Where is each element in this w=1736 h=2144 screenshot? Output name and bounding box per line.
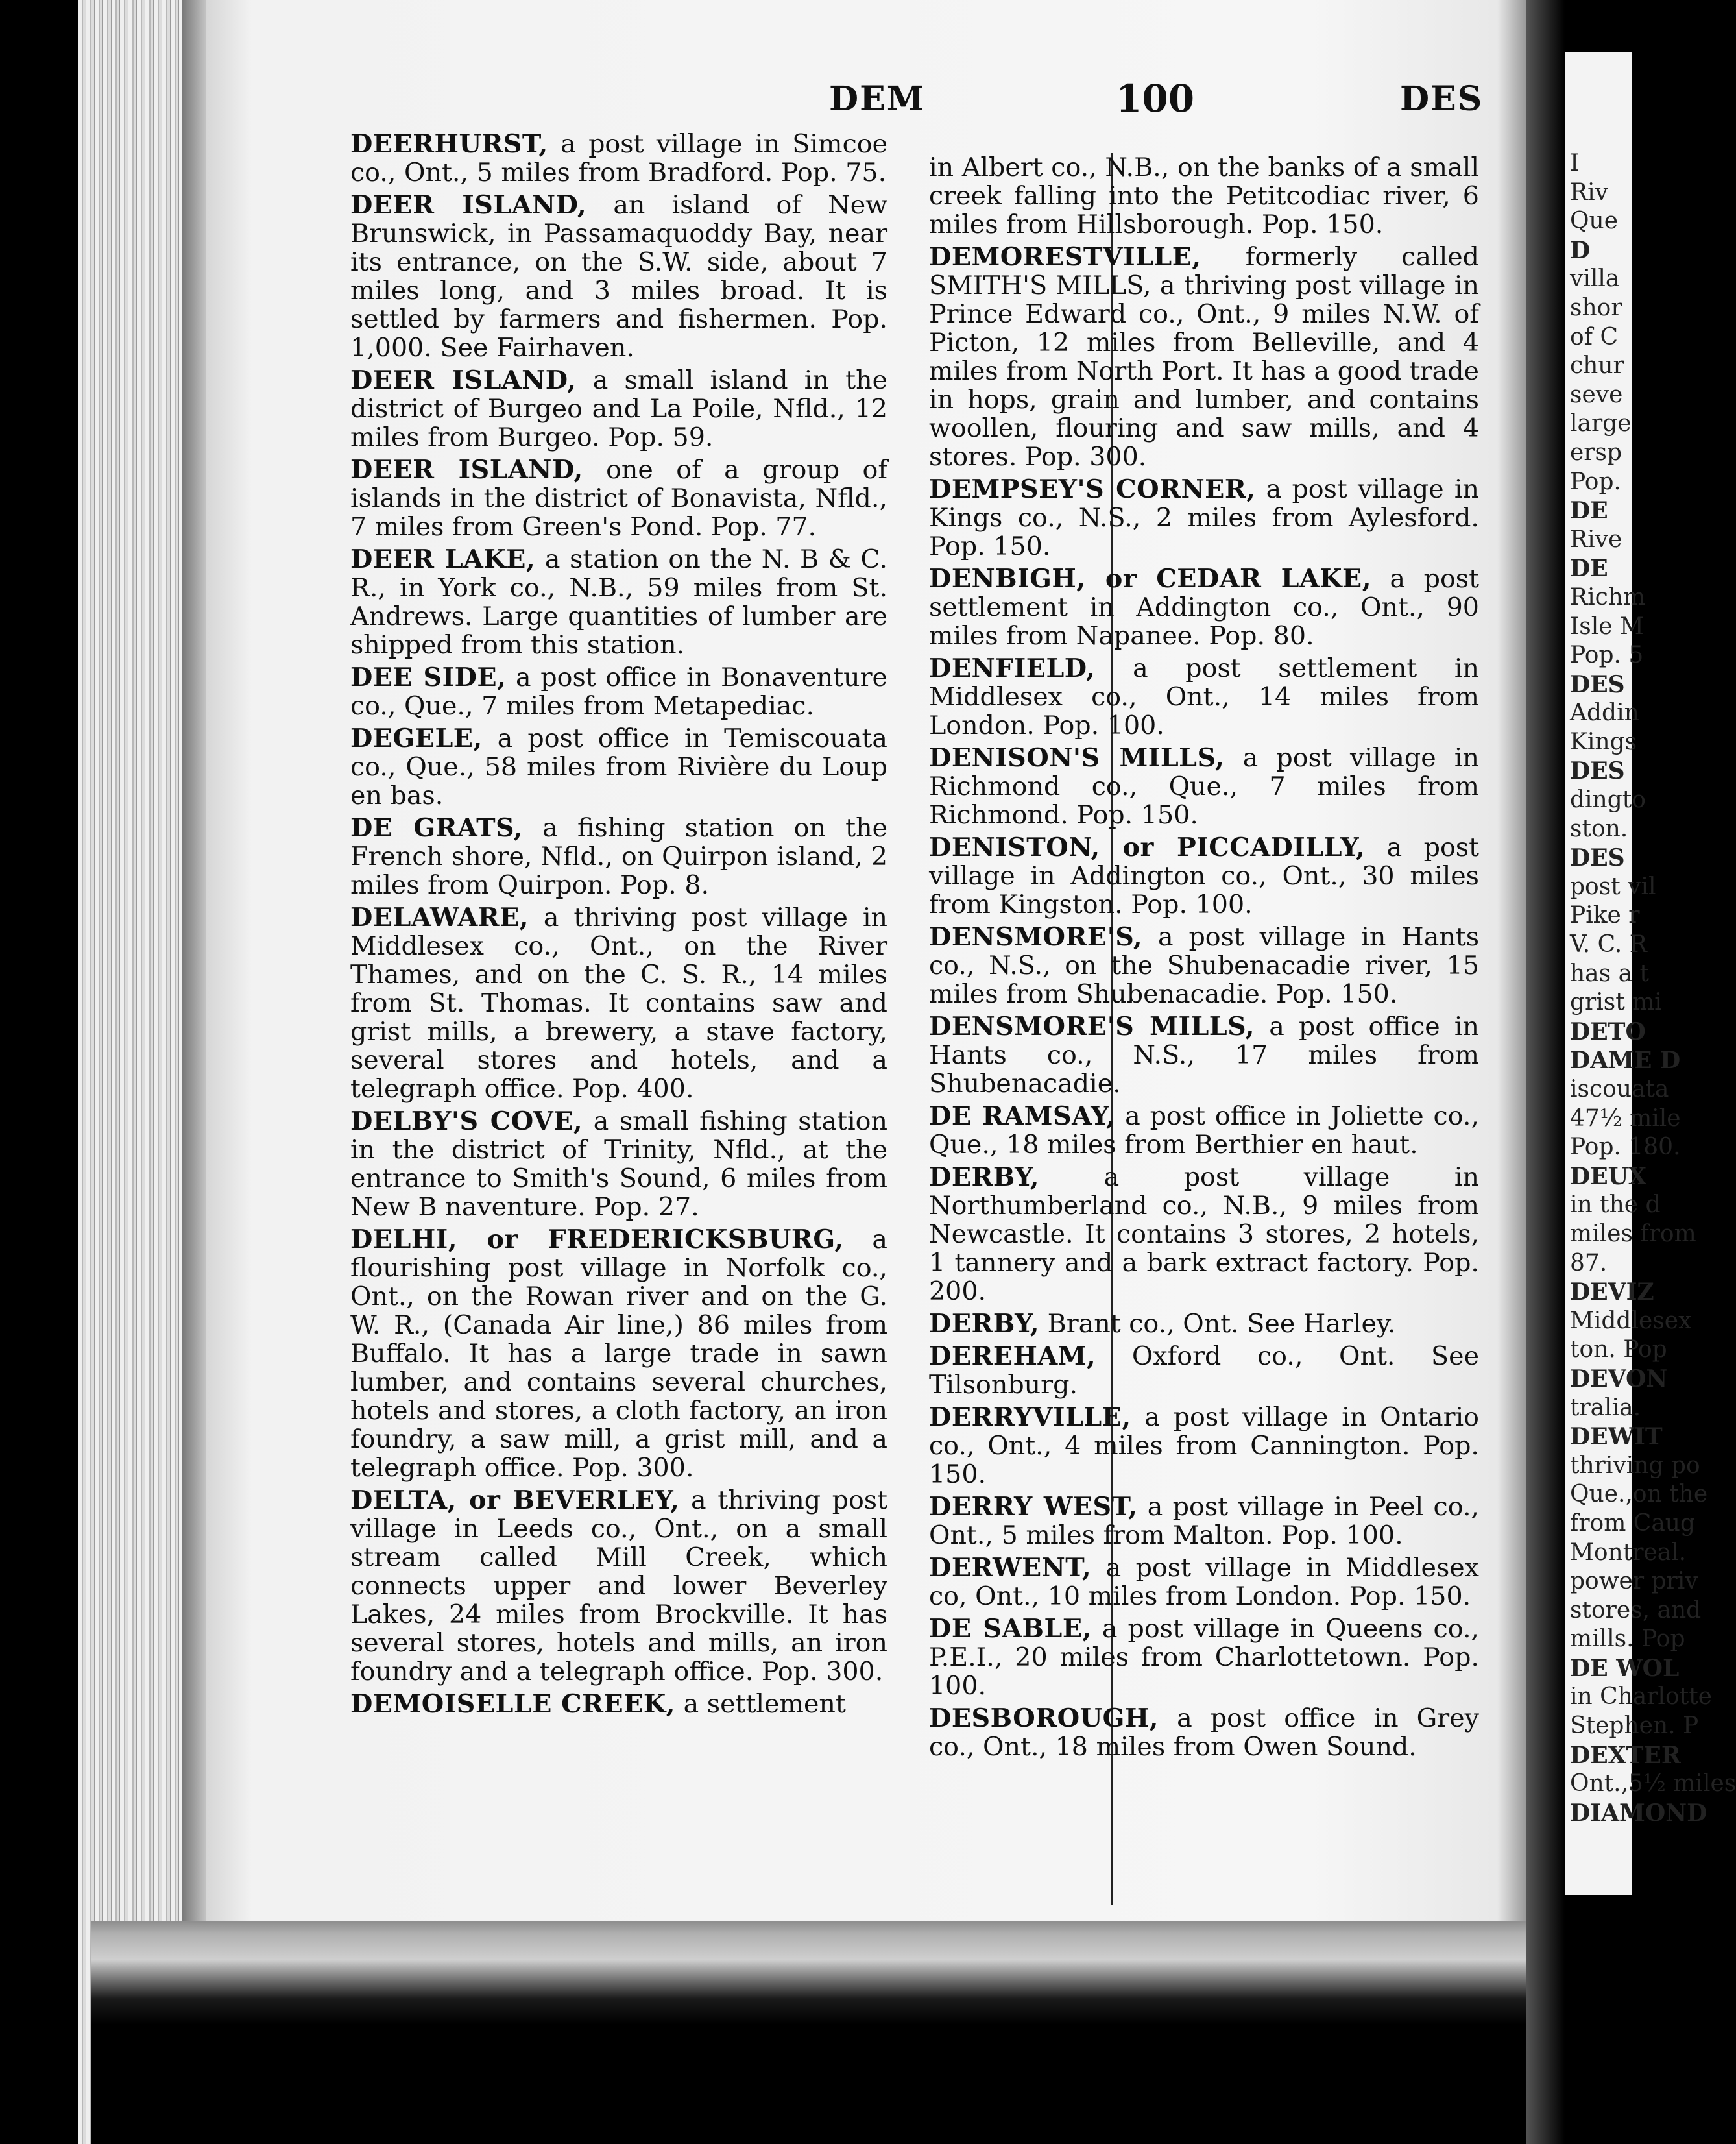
gazetteer-column-right	[929, 153, 1479, 1765]
running-head-right: DES	[1400, 79, 1484, 119]
entry-headword: DEREHAM,	[929, 1341, 1096, 1371]
adjacent-page-line: of C	[1570, 323, 1618, 350]
adjacent-page-line: power priv	[1570, 1568, 1698, 1595]
entry-headword: DENFIELD,	[929, 653, 1096, 683]
gazetteer-entry	[929, 833, 1479, 919]
entry-text: an island of New Brunswick, in Passamaquoddy Bay, near its entrance, on the S.W. side, about 7 miles long, and 3 miles broad. It is settled by farmers and fishermen. Pop. 1,000. See Fairhaven.	[350, 190, 887, 363]
gazetteer-entry	[350, 191, 887, 362]
adjacent-page-line: shor	[1570, 294, 1622, 321]
entry-headword: DERRYVILLE,	[929, 1402, 1131, 1432]
entry-text: a thriving post village in Leeds co., Ont., on a small stream called Mill Creek, which connects upper and lower Beverley Lakes, 24 miles from Brockville. It has several stores, hotels and mills, an iron foundry and a telegraph office. Pop. 300.	[350, 1485, 887, 1687]
page-stack-shadow	[182, 0, 208, 2144]
entry-headword: DENSMORE'S,	[929, 922, 1143, 952]
adjacent-page-line: dingto	[1570, 786, 1646, 814]
adjacent-page-line: villa	[1570, 265, 1620, 293]
entry-headword: DENBIGH, or CEDAR LAKE,	[929, 564, 1371, 594]
gazetteer-entry	[350, 130, 887, 187]
adjacent-page-line: DEVIZ	[1570, 1278, 1654, 1306]
gazetteer-entry	[350, 814, 887, 899]
adjacent-page-line: DETO	[1570, 1017, 1646, 1045]
adjacent-page-line: Middlesex	[1570, 1307, 1692, 1334]
adjacent-page-line: Pop. 180.	[1570, 1134, 1681, 1161]
adjacent-page-line: DAME D	[1570, 1047, 1681, 1075]
entry-text: a flourishing post village in Norfolk co., Ont., on the Rowan river and on the G. W. R., (Canada Air line,) 86 miles from Buffalo. It has a large trade in sawn lumber, and contains several churches, hotels and stores, a cloth factory, an iron foundry, a saw mill, a grist mill, and a telegraph office. Pop. 300.	[350, 1224, 887, 1483]
entry-text: a post office in Temiscouata co., Que., 58 miles from Rivière du Loup en bas.	[350, 724, 887, 810]
adjacent-page-line: V. C. R	[1570, 931, 1647, 958]
gazetteer-entry	[929, 1012, 1479, 1098]
gazetteer-entry	[350, 1107, 887, 1221]
entry-headword: DELTA, or BEVERLEY,	[350, 1485, 680, 1515]
adjacent-page-line: DEVON	[1570, 1365, 1668, 1393]
adjacent-page-line: Pop.	[1570, 468, 1621, 495]
entry-text: in Albert co., N.B., on the banks of a small creek falling into the Petitcodiac river, 6 miles from Hillsborough. Pop. 150.	[929, 152, 1479, 239]
entry-headword: DESBOROUGH,	[929, 1703, 1159, 1733]
gazetteer-entry	[929, 153, 1479, 239]
entry-headword: DEER ISLAND,	[350, 190, 587, 220]
adjacent-page-line: I	[1570, 150, 1580, 177]
entry-headword: DE SABLE,	[929, 1614, 1092, 1644]
entry-headword: DENISON'S MILLS,	[929, 743, 1225, 773]
adjacent-page-line: iscouata	[1570, 1076, 1669, 1102]
adjacent-page-line: Pike r	[1570, 902, 1640, 929]
gazetteer-entry	[929, 475, 1479, 561]
adjacent-page-line: Montreal.	[1570, 1539, 1687, 1566]
page-number: 100	[1116, 77, 1195, 121]
adjacent-page-line: Stephen. P	[1570, 1712, 1699, 1740]
adjacent-page-line: mills. Pop	[1570, 1626, 1685, 1653]
gazetteer-entry	[350, 903, 887, 1103]
gazetteer-entry	[350, 545, 887, 659]
entry-text: a post village in Peel co., Ont., 5 miles from Malton. Pop. 100.	[929, 1492, 1480, 1550]
entry-headword: DEER ISLAND,	[350, 365, 577, 395]
gazetteer-entry	[929, 654, 1479, 740]
gazetteer-entry	[350, 663, 887, 720]
adjacent-page-line: DE	[1570, 555, 1608, 583]
entry-text: one of a group of islands in the district of Bonavista, Nfld., 7 miles from Green's Pond. Pop. 77.	[350, 455, 887, 542]
entry-headword: DEMOISELLE CREEK,	[350, 1689, 676, 1719]
adjacent-page-line: DE	[1570, 497, 1608, 525]
adjacent-page-line: ston.	[1570, 815, 1628, 842]
entry-headword: DE GRATS,	[350, 813, 523, 843]
adjacent-page-line: D	[1570, 236, 1591, 264]
adjacent-page-line: DE WOL	[1570, 1654, 1680, 1682]
entry-headword: DERWENT,	[929, 1553, 1092, 1583]
adjacent-page-line: Isle M	[1570, 613, 1644, 640]
gutter-shadow	[1526, 0, 1565, 2144]
gazetteer-entry	[929, 1614, 1479, 1700]
entry-text: a post village in Simcoe co., Ont., 5 miles from Bradford. Pop. 75.	[350, 129, 887, 188]
gazetteer-entry	[929, 243, 1479, 471]
entry-text: Oxford co., Ont. See Tilsonburg.	[929, 1341, 1479, 1400]
gazetteer-entry	[929, 1163, 1479, 1306]
entry-headword: DELHI, or FREDERICKSBURG,	[350, 1224, 844, 1254]
entry-headword: DERBY,	[929, 1309, 1040, 1339]
entry-headword: DELAWARE,	[350, 903, 529, 932]
page-stack-edges	[78, 0, 182, 2144]
gazetteer-entry	[929, 1310, 1479, 1338]
entry-text: a post office in Joliette co., Que., 18 miles from Berthier en haut.	[929, 1101, 1479, 1160]
gazetteer-entry	[350, 1486, 887, 1686]
gazetteer-entry	[929, 744, 1479, 829]
entry-text: a post office in Bonaventure co., Que., 7 miles from Metapediac.	[350, 663, 887, 721]
entry-text: a post village in Richmond co., Que., 7 miles from Richmond. Pop. 150.	[929, 743, 1479, 830]
gazetteer-entry	[929, 1553, 1479, 1611]
gazetteer-entry	[929, 1403, 1479, 1489]
adjacent-page-line: Riv	[1570, 178, 1608, 206]
adjacent-page-line: 47½ mile	[1570, 1104, 1681, 1132]
entry-text: a fishing station on the French shore, Nfld., on Quirpon island, 2 miles from Quirpon. Pop. 8.	[350, 813, 887, 900]
gazetteer-entry	[350, 1690, 887, 1718]
adjacent-page-line: miles from	[1570, 1220, 1696, 1247]
adjacent-page-line: DES	[1570, 757, 1625, 785]
gazetteer-column-left	[350, 130, 887, 1722]
entry-headword: DENISTON, or PICCADILLY,	[929, 833, 1366, 862]
adjacent-page-line: tralia.	[1570, 1394, 1641, 1421]
entry-text: a post village in Queens co., P.E.I., 20 miles from Charlottetown. Pop. 100.	[929, 1614, 1479, 1701]
entry-text: a small fishing station in the district of Trinity, Nfld., at the entrance to Smith's Sound, 6 miles from New B naventure. Pop. 27.	[350, 1106, 887, 1222]
adjacent-page-line: DEUX	[1570, 1162, 1646, 1190]
entry-text: a post village in Northumberland co., N.B., 9 miles from Newcastle. It contains 3 stores, 2 hotels, 1 tannery and a bark extract factory. Pop. 200.	[929, 1162, 1479, 1306]
adjacent-page-line: ton. Pop	[1570, 1336, 1667, 1363]
gazetteer-entry	[929, 1102, 1479, 1159]
adjacent-page-line: in the d	[1570, 1191, 1661, 1219]
adjacent-page-line: grist mi	[1570, 989, 1662, 1016]
adjacent-page-line: Addin	[1570, 700, 1639, 727]
adjacent-page-line: in Charlotte	[1570, 1683, 1712, 1711]
entry-text: a post office in Grey co., Ont., 18 miles from Owen Sound.	[929, 1703, 1479, 1762]
entry-headword: DEER ISLAND,	[350, 455, 583, 485]
adjacent-page-line: has a t	[1570, 960, 1649, 987]
page-bottom-edge	[91, 1921, 1526, 2144]
adjacent-page-line: ersp	[1570, 439, 1622, 466]
entry-headword: DEMPSEY'S CORNER,	[929, 474, 1256, 504]
adjacent-page-line: Que.,on the	[1570, 1481, 1708, 1508]
entry-headword: DERRY WEST,	[929, 1492, 1138, 1522]
adjacent-page-line: from Caug	[1570, 1509, 1696, 1537]
entry-headword: DEER LAKE,	[350, 544, 536, 574]
adjacent-page-line: post vil	[1570, 873, 1656, 900]
adjacent-page-line: stores, and	[1570, 1596, 1702, 1624]
gazetteer-entry	[929, 565, 1479, 650]
entry-text: a post village in Addington co., Ont., 30 miles from Kingston. Pop. 100.	[929, 833, 1479, 920]
gazetteer-entry	[350, 1225, 887, 1482]
adjacent-page-line: DEWIT	[1570, 1423, 1663, 1451]
gazetteer-entry	[929, 923, 1479, 1008]
entry-headword: DEGELE,	[350, 724, 483, 753]
entry-headword: DERBY,	[929, 1162, 1040, 1192]
adjacent-page-line: chur	[1570, 352, 1624, 380]
entry-text: Brant co., Ont. See Harley.	[1039, 1309, 1396, 1339]
gazetteer-entry	[350, 456, 887, 541]
entry-headword: DEMORESTVILLE,	[929, 242, 1201, 272]
gazetteer-entry	[350, 366, 887, 452]
running-head-left: DEM	[829, 79, 926, 119]
entry-text: formerly called SMITH'S MILLS, a thriving post village in Prince Edward co., Ont., 9 miles N.W. of Picton, 12 miles from Belleville, and 4 miles from North Port. It has a good trade in hops, grain and lumber, and contains woollen, flouring and saw mills, and 4 stores. Pop. 300.	[929, 242, 1479, 472]
entry-headword: DELBY'S COVE,	[350, 1106, 583, 1136]
adjacent-page-line: Richm	[1570, 583, 1646, 611]
adjacent-page-line: DIAMOND	[1570, 1799, 1707, 1827]
entry-headword: DEE SIDE,	[350, 663, 507, 692]
entry-text: a settlement	[675, 1689, 846, 1719]
adjacent-page-line: large	[1570, 410, 1632, 437]
adjacent-page-lines	[1565, 52, 1736, 1827]
adjacent-page-line: Ont.,5½ miles	[1570, 1770, 1736, 1797]
entry-text: a post settlement in Addington co., Ont., 90 miles from Napanee. Pop. 80.	[929, 564, 1479, 651]
entry-headword: DEERHURST,	[350, 129, 548, 159]
adjacent-page-line: Rive	[1570, 526, 1622, 553]
gazetteer-entry	[929, 1704, 1479, 1761]
adjacent-page-line: DEXTER	[1570, 1741, 1681, 1769]
entry-text: a post village in Kings co., N.S., 2 miles from Aylesford. Pop. 150.	[929, 474, 1479, 561]
adjacent-page-line: thriving po	[1570, 1452, 1700, 1479]
entry-text: a post village in Ontario co., Ont., 4 miles from Cannington. Pop. 150.	[929, 1402, 1479, 1489]
adjacent-page-line: seve	[1570, 381, 1623, 408]
adjacent-page-fragment	[1565, 52, 1736, 1895]
gazetteer-entry	[929, 1492, 1479, 1550]
adjacent-page-line: Que	[1570, 208, 1619, 235]
entry-text: a small island in the district of Burgeo and La Poile, Nfld., 12 miles from Burgeo. Pop. 59.	[350, 365, 887, 452]
adjacent-page-line: DES	[1570, 844, 1625, 872]
entry-text: a post settlement in Middlesex co., Ont., 14 miles from London. Pop. 100.	[929, 653, 1479, 740]
gazetteer-entry	[929, 1342, 1479, 1399]
adjacent-page-line: DES	[1570, 670, 1625, 698]
entry-text: a post office in Hants co., N.S., 17 miles from Shubenacadie.	[929, 1012, 1479, 1099]
entry-text: a thriving post village in Middlesex co., Ont., on the River Thames, and on the C. S. R., 14 miles from St. Thomas. It contains saw and grist mills, a brewery, a stave factory, several stores and hotels, and a telegraph office. Pop. 400.	[350, 903, 887, 1104]
entry-headword: DENSMORE'S MILLS,	[929, 1012, 1255, 1042]
adjacent-page-line: 87.	[1570, 1249, 1608, 1276]
entry-text: a station on the N. B & C. R., in York co., N.B., 59 miles from St. Andrews. Large quantities of lumber are shipped from this station.	[350, 544, 888, 660]
adjacent-page-line: Pop. 5	[1570, 642, 1644, 669]
entry-headword: DE RAMSAY,	[929, 1101, 1116, 1131]
entry-text: a post village in Middlesex co, Ont., 10 miles from London. Pop. 150.	[929, 1553, 1479, 1611]
adjacent-page-line: Kings	[1570, 728, 1637, 755]
entry-text: a post village in Hants co., N.S., on the Shubenacadie river, 15 miles from Shubenacadie. Pop. 150.	[929, 922, 1479, 1009]
gazetteer-entry	[350, 724, 887, 810]
